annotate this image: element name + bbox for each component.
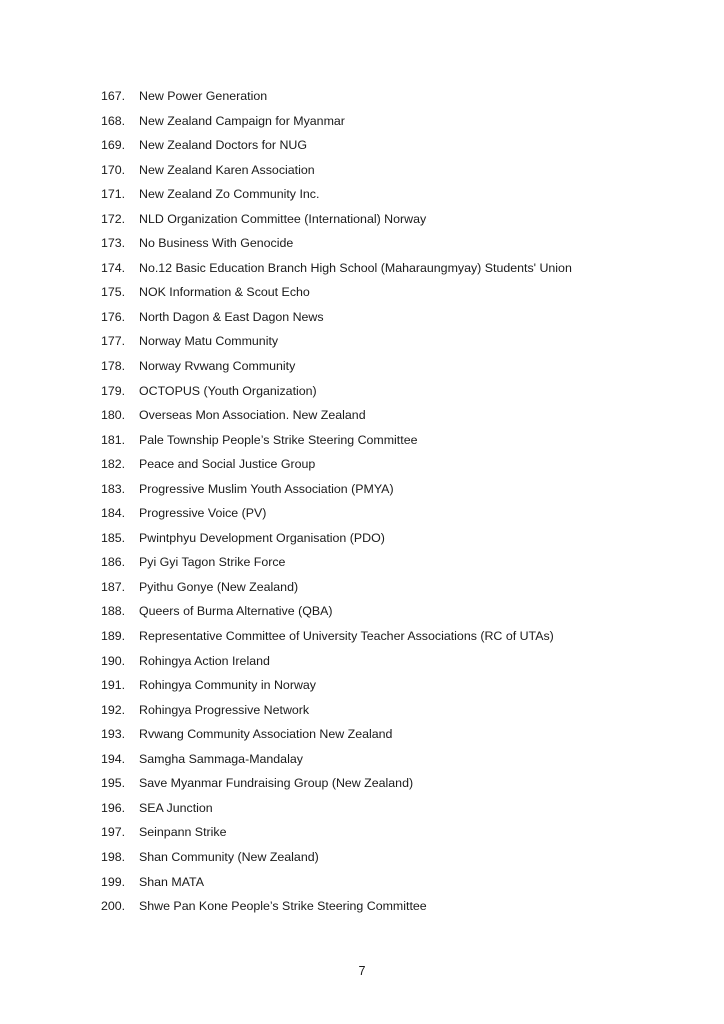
list-item [0,626,724,651]
list-item-number: 177. [101,334,126,349]
list-item-number: 195. [101,776,126,791]
list-item [0,282,724,307]
list-item [0,356,724,381]
list-item-number: 187. [101,579,126,594]
organization-name: Seinpann Strike [139,825,227,840]
list-item-number: 172. [101,211,126,226]
list-item-number: 194. [101,751,126,766]
organization-name: New Power Generation [139,89,268,103]
organization-name: Shan MATA [139,874,204,889]
list-item [0,258,724,283]
organization-name: Progressive Voice (PV) [139,506,267,521]
list-item [0,724,724,749]
list-item [0,601,724,626]
organization-name: New Zealand Zo Community Inc. [139,187,320,202]
list-item-number: 196. [101,800,126,815]
list-item [0,651,724,676]
list-item-number: 182. [101,457,126,472]
organization-name: North Dagon & East Dagon News [139,309,324,324]
list-item-number: 189. [101,629,126,644]
list-item-number: 169. [101,138,126,153]
list-item [0,749,724,774]
list-item [0,675,724,700]
organization-name: Pwintphyu Development Organisation (PDO) [139,530,385,545]
list-item-number: 180. [101,408,126,423]
list-item [0,135,724,160]
organization-name: Queers of Burma Alternative (QBA) [139,604,333,619]
list-item [0,552,724,577]
list-item [0,405,724,430]
list-item [0,896,724,921]
organization-name: Rvwang Community Association New Zealand [139,727,393,742]
list-item-number: 171. [101,187,126,202]
list-item [0,111,724,136]
list-item-number: 183. [101,481,126,496]
list-item [0,86,724,111]
list-item [0,847,724,872]
list-item-number: 200. [101,899,126,914]
organization-name: Rohingya Action Ireland [139,653,270,668]
list-item [0,822,724,847]
list-item-number: 174. [101,260,126,275]
list-item-number: 173. [101,236,126,251]
list-item-number: 178. [101,359,126,374]
list-item [0,700,724,725]
list-item [0,454,724,479]
list-item [0,577,724,602]
organization-name: Representative Committee of University Teacher Associations (RC of UTAs) [139,629,554,644]
list-item-number: 192. [101,702,126,717]
organization-name: SEA Junction [139,800,213,815]
list-item-number: 185. [101,530,126,545]
organization-name: Samgha Sammaga-Mandalay [139,751,303,766]
list-item-number: 168. [101,113,126,128]
list-item-number: 176. [101,309,126,324]
organization-name: Progressive Muslim Youth Association (PMYA) [139,481,394,496]
list-item-number: 167. [101,89,126,103]
list-item [0,381,724,406]
organization-name: No Business With Genocide [139,236,294,251]
list-item-number: 179. [101,383,126,398]
organization-list [0,86,724,921]
organization-name: New Zealand Doctors for NUG [139,138,308,153]
organization-name: Rohingya Progressive Network [139,702,310,717]
organization-name: Norway Rvwang Community [139,359,296,374]
organization-name: New Zealand Campaign for Myanmar [139,113,345,128]
organization-name: New Zealand Karen Association [139,162,315,177]
list-item [0,331,724,356]
organization-name: Pyithu Gonye (New Zealand) [139,579,299,594]
organization-name: Rohingya Community in Norway [139,678,316,693]
list-item [0,773,724,798]
organization-name: Shan Community (New Zealand) [139,849,319,864]
list-item [0,872,724,897]
list-item-number: 199. [101,874,126,889]
list-item-number: 197. [101,825,126,840]
list-item [0,184,724,209]
list-item-number: 193. [101,727,126,742]
list-item-number: 198. [101,849,126,864]
organization-name: OCTOPUS (Youth Organization) [139,383,317,398]
list-item [0,528,724,553]
list-item-number: 191. [101,678,126,693]
organization-name: Overseas Mon Association. New Zealand [139,408,366,423]
organization-name: Pale Township People’s Strike Steering Committee [139,432,418,447]
organization-name: Norway Matu Community [139,334,279,349]
list-item-number: 188. [101,604,126,619]
list-item [0,233,724,258]
list-item-number: 181. [101,432,126,447]
list-item [0,430,724,455]
list-item [0,479,724,504]
organization-name: Shwe Pan Kone People’s Strike Steering Committee [139,899,427,914]
organization-name: Pyi Gyi Tagon Strike Force [139,555,286,570]
organization-name: No.12 Basic Education Branch High School (Maharaungmyay) Students' Union [139,260,572,275]
list-item-number: 186. [101,555,126,570]
list-item-number: 175. [101,285,126,300]
page-number: 7 [358,964,366,978]
list-item [0,503,724,528]
list-item-number: 170. [101,162,126,177]
list-item [0,209,724,234]
list-item-number: 190. [101,653,126,668]
organization-name: Peace and Social Justice Group [139,457,316,472]
organization-name: NLD Organization Committee (International) Norway [139,211,427,226]
organization-name: NOK Information & Scout Echo [139,285,310,300]
list-item [0,307,724,332]
list-item [0,160,724,185]
organization-name: Save Myanmar Fundraising Group (New Zealand) [139,776,414,791]
list-item [0,798,724,823]
list-item-number: 184. [101,506,126,521]
